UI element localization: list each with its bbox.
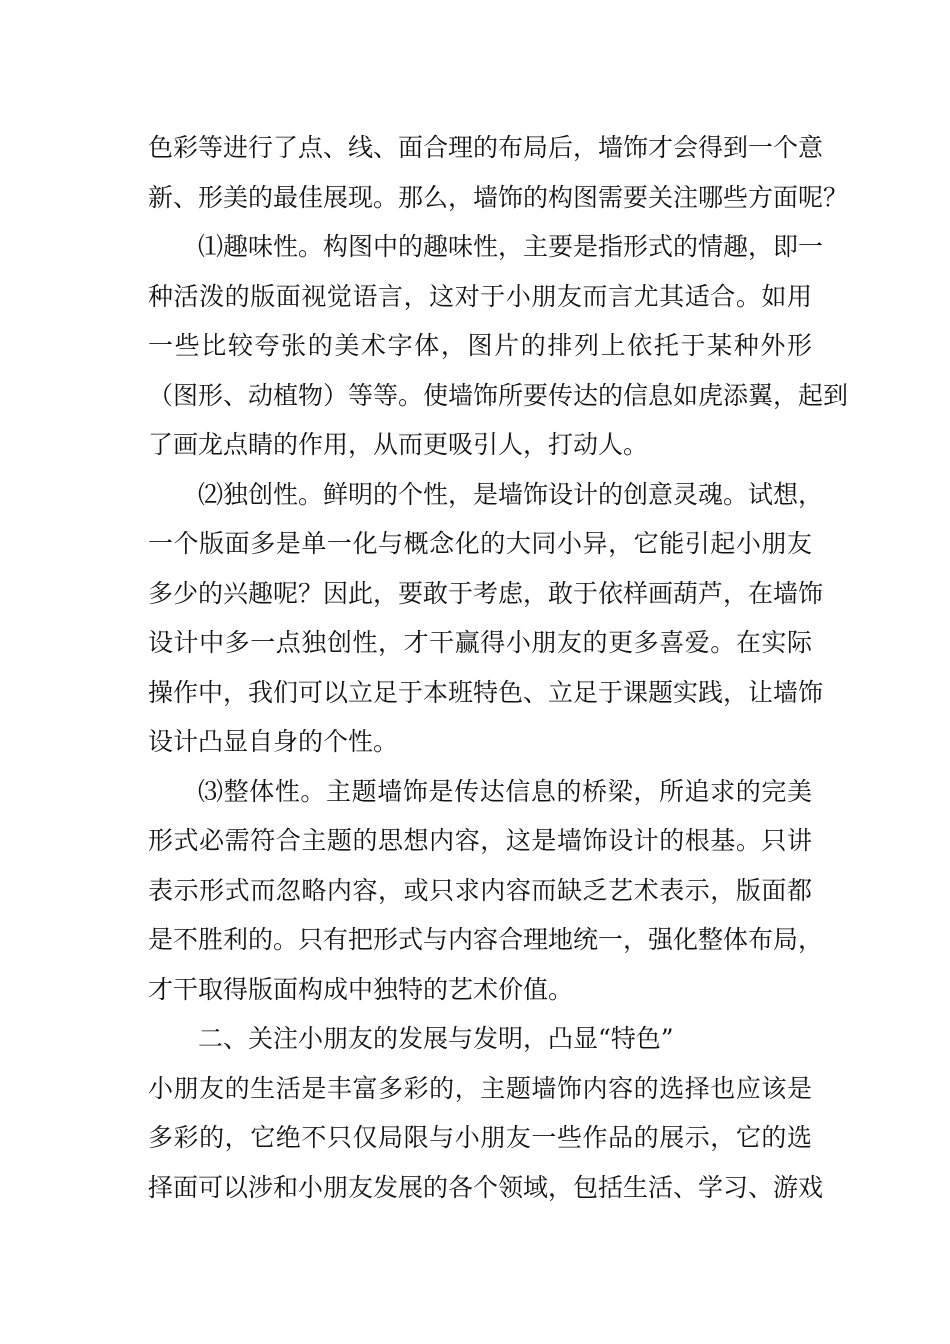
- text-line: 了画龙点睛的作用，从而更吸引人，打动人。: [148, 430, 649, 459]
- text-line: 小朋友的生活是丰富多彩的，主题墙饰内容的选择也应该是: [148, 1073, 812, 1103]
- text-line: 种活泼的版面视觉语言，这对于小朋友而言尤其适合。如用: [148, 281, 812, 311]
- text-line: 是不胜利的。只有把形式与内容合理地统一，强化整体布局，: [148, 925, 824, 954]
- paragraph-start-line: ⑶整体性。主题墙饰是传达信息的桥梁，所追求的完美: [198, 776, 812, 806]
- text-line: 多少的兴趣呢？因此，要敢于考虑，敢于依样画葫芦，在墙饰: [148, 578, 824, 608]
- text-line: 色彩等进行了点、线、面合理的布局后，墙饰才会得到一个意: [148, 133, 824, 162]
- text-line: （图形、动植物）等等。使墙饰所要传达的信息如虎添翼，起到: [148, 380, 849, 410]
- paragraph-start-line: ⑴趣味性。构图中的趣味性，主要是指形式的情趣，即一: [198, 232, 824, 261]
- text-line: 择面可以涉和小朋友发展的各个领域，包括生活、学习、游戏: [148, 1172, 824, 1202]
- text-line: 设计凸显自身的个性。: [148, 727, 399, 756]
- text-line: 表示形式而忽略内容，或只求内容而缺乏艺术表示，版面都: [148, 875, 812, 905]
- text-line: 一个版面多是单一化与概念化的大同小异，它能引起小朋友: [148, 529, 812, 558]
- text-line: 形式必需符合主题的思想内容，这是墙饰设计的根基。只讲: [148, 826, 812, 855]
- section-heading: 二、关注小朋友的发展与发明，凸显“特色”: [198, 1024, 674, 1053]
- text-line: 才干取得版面构成中独特的艺术价值。: [148, 974, 574, 1004]
- text-line: 操作中，我们可以立足于本班特色、立足于课题实践，让墙饰: [148, 677, 824, 707]
- paragraph-start-line: ⑵独创性。鲜明的个性，是墙饰设计的创意灵魂。试想，: [198, 479, 824, 509]
- text-line: 多彩的，它绝不只仅局限与小朋友一些作品的展示，它的选: [148, 1123, 812, 1152]
- document-body: [148, 123, 849, 1212]
- text-line: 一些比较夸张的美术字体，图片的排列上依托于某种外形: [148, 331, 812, 360]
- text-line: 新、形美的最佳展现。那么，墙饰的构图需要关注哪些方面呢？: [148, 182, 849, 212]
- text-line: 设计中多一点独创性，才干赢得小朋友的更多喜爱。在实际: [148, 628, 812, 657]
